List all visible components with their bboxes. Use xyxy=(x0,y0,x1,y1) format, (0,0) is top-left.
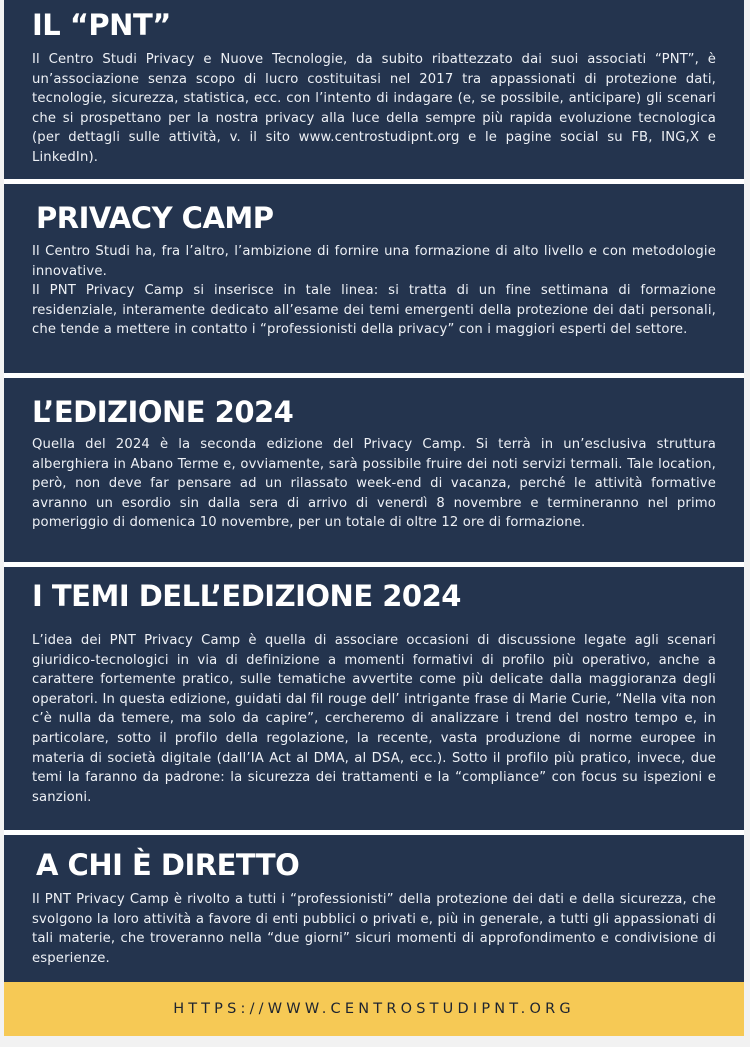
section-temi-2024-body xyxy=(32,631,716,807)
footer-banner xyxy=(4,982,744,1036)
section-edizione-2024-body xyxy=(32,435,716,533)
section-pnt xyxy=(4,0,744,179)
section-pnt-body xyxy=(32,50,716,168)
section-privacy-camp-title: PRIVACY CAMP xyxy=(36,201,274,235)
website-link[interactable]: HTTPS://WWW.CENTROSTUDIPNT.ORG xyxy=(173,1001,575,1017)
section-temi-2024 xyxy=(4,567,744,830)
section-temi-2024-paragraph: L’idea dei PNT Privacy Camp è quella di associare occasioni di discussione legate agli scenari giuridico-tecnologici in via di definizione a momenti formativi di profilo più operativo, anche a carattere fortemente pratico, sulle tematiche avvertite come più delicate dalla maggioranza degli operatori. In questa edizione, guidati dal fil rouge dell’ intrigante frase di Marie Curie, “Nella vita non c’è nulla da temere, ma solo da capire”, cercheremo di analizzare i trend del nostro tempo e, in particolare, sotto il profilo della regolazione, la recente, vasta produzione di norme europee in materia di società digitale (dall’IA Act al DMA, al DSA, ecc.). Sotto il profilo più pratico, invece, due temi la faranno da padrone: la sicurezza dei trattamenti e la “compliance” con focus su ispezioni e sanzioni. xyxy=(32,633,716,805)
section-privacy-camp xyxy=(4,184,744,373)
section-edizione-2024-title: L’EDIZIONE 2024 xyxy=(32,395,294,429)
section-a-chi-e-diretto-body xyxy=(32,890,716,968)
section-a-chi-e-diretto xyxy=(4,835,744,982)
section-edizione-2024 xyxy=(4,378,744,562)
section-temi-2024-title: I TEMI DELL’EDIZIONE 2024 xyxy=(32,579,461,613)
section-edizione-2024-paragraph: Quella del 2024 è la seconda edizione del Privacy Camp. Si terrà in un’esclusiva struttura alberghiera in Abano Terme e, ovviamente, sarà possibile fruire dei noti servizi termali. Tale location, però, non deve far pensare ad un rilassato week-end di vacanza, perché le attività formative avranno un esordio sin dalla sera di arrivo di venerdì 8 novembre e termineranno nel primo pomeriggio di domenica 10 novembre, per un totale di oltre 12 ore di formazione. xyxy=(32,437,716,531)
section-privacy-camp-paragraph-1: Il Centro Studi ha, fra l’altro, l’ambizione di fornire una formazione di alto livello e con metodologie innovative. xyxy=(32,244,716,279)
section-pnt-title: IL “PNT” xyxy=(32,8,171,42)
section-privacy-camp-body xyxy=(32,242,716,340)
section-pnt-paragraph: Il Centro Studi Privacy e Nuove Tecnologie, da subito ribattezzato dai suoi associati “PNT”, è un’associazione senza scopo di lucro costituitasi nel 2017 tra appassionati di protezione dati, tecnologie, sicurezza, statistica, ecc. con l’intento di indagare (e, se possibile, anticipare) gli scenari che si prospettano per la nostra privacy alla luce della sempre più rapida evoluzione tecnologica (per dettagli sulle attività, v. il sito www.centrostudipnt.org e le pagine social su FB, ING,X e LinkedIn). xyxy=(32,52,716,165)
section-privacy-camp-paragraph-2: Il PNT Privacy Camp si inserisce in tale linea: si tratta di un fine settimana di formazione residenziale, interamente dedicato all’esame dei temi emergenti della protezione dei dati personali, che tende a mettere in contatto i “professionisti della privacy” con i maggiori esperti del settore. xyxy=(32,283,716,338)
section-a-chi-e-diretto-paragraph: Il PNT Privacy Camp è rivolto a tutti i “professionisti” della protezione dei dati e della sicurezza, che svolgono la loro attività a favore di enti pubblici o privati e, più in generale, a tutti gli appassionati di tali materie, che troveranno nella “due giorni” sicuri momenti di approfondimento e condivisione di esperienze. xyxy=(32,892,716,966)
section-a-chi-e-diretto-title: A CHI È DIRETTO xyxy=(36,848,300,882)
